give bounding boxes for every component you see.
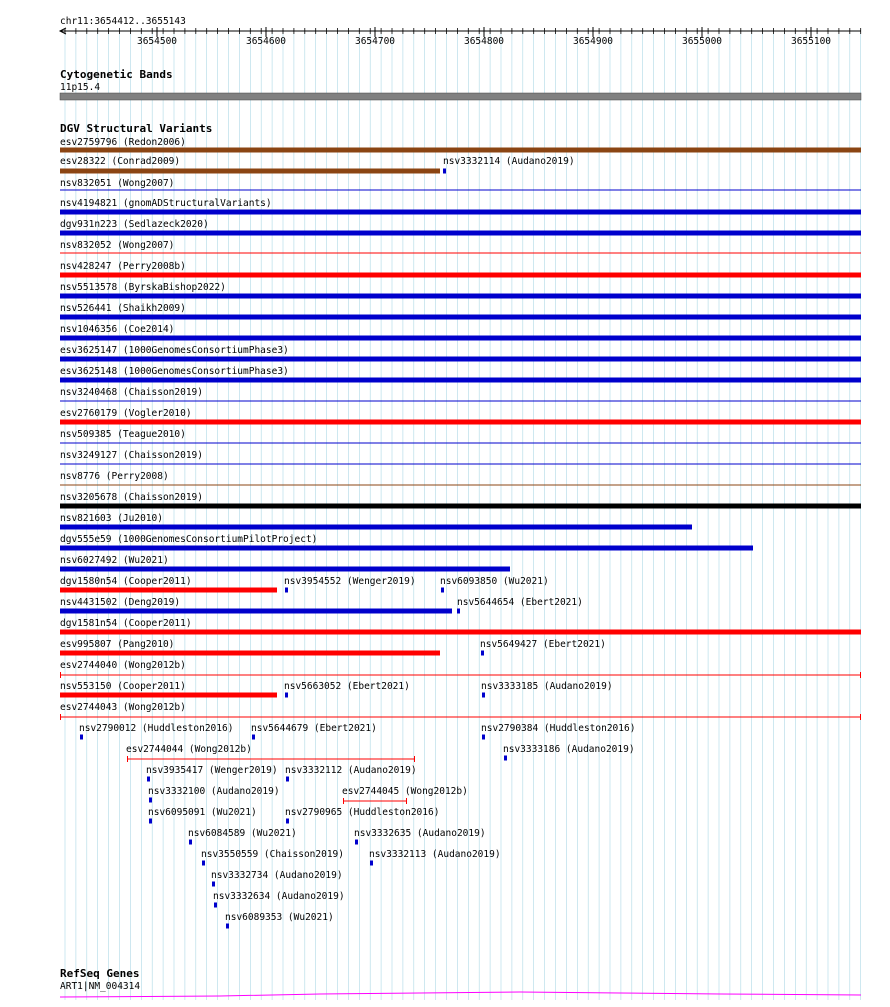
sv-feature-label: esv2759796 (Redon2006) [60,137,186,148]
sv-feature-label: nsv5663052 (Ebert2021) [284,681,410,692]
sv-feature-label: nsv3332113 (Audano2019) [369,849,501,860]
sv-feature-bar[interactable] [60,210,861,215]
sv-feature-label: nsv3332112 (Audano2019) [285,765,417,776]
sv-feature-bar[interactable] [149,819,152,824]
sv-feature-label: nsv2790012 (Huddleston2016) [79,723,234,734]
sv-feature[interactable] [342,786,468,804]
sv-feature[interactable] [126,744,415,762]
sv-feature[interactable] [213,891,345,908]
sv-feature[interactable] [148,786,280,803]
sv-feature-label: nsv6027492 (Wu2021) [60,555,169,566]
cytoband-track-title: Cytogenetic Bands [60,68,173,81]
ruler-tick-label: 3654900 [572,36,614,47]
sv-feature-label: nsv3332100 (Audano2019) [148,786,280,797]
sv-feature-label: nsv3332734 (Audano2019) [211,870,343,881]
sv-feature-bar[interactable] [60,546,753,551]
sv-feature-bar[interactable] [226,924,229,929]
sv-feature-bar[interactable] [441,588,444,593]
sv-feature-label: nsv1046356 (Coe2014) [60,324,175,335]
sv-feature-bar[interactable] [482,735,485,740]
sv-feature-label: nsv832051 (Wong2007) [60,178,175,189]
sv-feature-bar[interactable] [60,148,861,153]
sv-feature-label: nsv6095091 (Wu2021) [148,807,257,818]
sv-feature[interactable] [369,849,501,866]
sv-feature[interactable] [284,681,410,698]
ruler-tick-label: 3654700 [354,36,396,47]
sv-feature[interactable] [481,723,635,740]
sv-feature[interactable] [60,555,510,572]
sv-feature-label: nsv4431502 (Deng2019) [60,597,181,608]
sv-feature-label: nsv3954552 (Wenger2019) [284,576,416,587]
sv-feature-bar[interactable] [60,485,861,486]
sv-feature[interactable] [354,828,486,845]
sv-feature-bar[interactable] [457,609,460,614]
sv-feature-label: nsv6084589 (Wu2021) [188,828,297,839]
sv-feature-bar[interactable] [285,693,288,698]
cytoband-label: 11p15.4 [60,82,101,93]
sv-feature-label: nsv509385 (Teague2010) [60,429,186,440]
sv-feature-bar[interactable] [60,357,861,362]
sv-feature[interactable] [440,576,549,593]
sv-feature-label: nsv5644679 (Ebert2021) [251,723,377,734]
sv-feature-bar[interactable] [60,273,861,278]
sv-feature[interactable] [285,807,439,824]
sv-feature-bar[interactable] [286,777,289,782]
sv-feature-bar[interactable] [370,861,373,866]
sv-feature-bar[interactable] [481,651,484,656]
sv-feature-bar[interactable] [202,861,205,866]
sv-feature-label: dgv931n223 (Sedlazeck2020) [60,219,209,230]
sv-feature-label: nsv428247 (Perry2008b) [60,261,186,272]
sv-feature-bar[interactable] [60,231,861,236]
sv-feature-bar[interactable] [60,588,277,593]
sv-feature-bar[interactable] [286,819,289,824]
sv-feature-label: nsv6089353 (Wu2021) [225,912,334,923]
ruler-tick-label: 3654500 [136,36,178,47]
sv-feature-label: nsv3935417 (Wenger2019) [146,765,278,776]
sv-feature-bar[interactable] [80,735,83,740]
sv-feature-bar[interactable] [60,693,277,698]
sv-feature-label: esv2744045 (Wong2012b) [342,786,468,797]
sv-feature-label: dgv555e59 (1000GenomesConsortiumPilotProject) [60,534,318,545]
sv-feature-label: esv995807 (Pang2010) [60,639,175,650]
sv-feature-label: nsv5649427 (Ebert2021) [480,639,606,650]
sv-feature[interactable] [60,513,692,530]
sv-feature-label: dgv1581n54 (Cooper2011) [60,618,192,629]
sv-feature[interactable] [60,597,452,614]
sv-feature-label: nsv3333186 (Audano2019) [503,744,635,755]
sv-feature[interactable] [457,597,583,614]
sv-feature-bar[interactable] [60,253,861,254]
refseq-track-title: RefSeq Genes [60,967,140,980]
cytoband-bar[interactable] [60,93,861,100]
sv-feature-bar[interactable] [149,798,152,803]
sv-feature-bar[interactable] [60,443,861,444]
sv-feature[interactable] [443,156,575,174]
ruler-tick-label: 3654600 [245,36,287,47]
sv-feature-bar[interactable] [60,420,861,425]
sv-feature-label: nsv4194821 (gnomADStructuralVariants) [60,198,272,209]
sv-feature-label: nsv2790965 (Huddleston2016) [285,807,440,818]
sv-feature[interactable] [201,849,344,866]
sv-feature-bar[interactable] [60,336,861,341]
sv-feature-label: esv2760179 (Vogler2010) [60,408,192,419]
sv-feature-bar[interactable] [60,169,440,174]
sv-feature-bar[interactable] [60,630,861,635]
sv-feature-label: nsv5513578 (ByrskaBishop2022) [60,282,226,293]
sv-feature-label: nsv3205678 (Chaisson2019) [60,492,203,503]
sv-feature[interactable] [211,870,343,887]
sv-feature[interactable] [148,807,257,824]
sv-feature-label: nsv3332635 (Audano2019) [354,828,486,839]
sv-feature[interactable] [60,534,753,551]
sv-feature-bar[interactable] [443,169,446,174]
sv-feature[interactable] [251,723,377,740]
dgv-track-title: DGV Structural Variants [60,122,213,135]
sv-feature[interactable] [79,723,233,740]
sv-feature-label: nsv3550559 (Chaisson2019) [201,849,344,860]
sv-feature-bar[interactable] [189,840,192,845]
sv-feature-label: nsv3240468 (Chaisson2019) [60,387,203,398]
sv-feature-bar[interactable] [285,588,288,593]
sv-feature[interactable] [480,639,606,656]
sv-feature-label: esv2744043 (Wong2012b) [60,702,186,713]
sv-feature-label: dgv1580n54 (Cooper2011) [60,576,192,587]
ruler-tick-label: 3654800 [463,36,505,47]
sv-feature-bar[interactable] [482,693,485,698]
ruler-tick-label: 3655000 [681,36,723,47]
sv-feature[interactable] [146,765,278,782]
sv-feature-bar[interactable] [60,567,510,572]
sv-feature[interactable] [60,576,277,593]
sv-feature-label: esv3625147 (1000GenomesConsortiumPhase3) [60,345,289,356]
sv-feature-label: nsv3332114 (Audano2019) [443,156,575,167]
sv-feature-label: nsv832052 (Wong2007) [60,240,175,251]
sv-feature-label: esv2744044 (Wong2012b) [126,744,252,755]
sv-feature-label: nsv3249127 (Chaisson2019) [60,450,203,461]
sv-feature-bar[interactable] [252,735,255,740]
sv-feature-label: nsv8776 (Perry2008) [60,471,169,482]
sv-feature[interactable] [188,828,297,845]
sv-feature-label: nsv3333185 (Audano2019) [481,681,613,692]
sv-feature-label: nsv5644654 (Ebert2021) [457,597,583,608]
sv-feature-bar[interactable] [212,882,215,887]
sv-feature-bar[interactable] [60,294,861,299]
sv-feature-label: esv28322 (Conrad2009) [60,156,181,167]
sv-feature-bar[interactable] [60,315,861,320]
sv-feature-label: nsv3332634 (Audano2019) [213,891,345,902]
sv-feature-label: nsv2790384 (Huddleston2016) [481,723,636,734]
sv-feature-bar[interactable] [60,378,861,383]
sv-feature[interactable] [60,681,277,698]
sv-feature-bar[interactable] [60,504,861,509]
locus-label: chr11:3654412..3655143 [60,16,186,27]
sv-feature-label: esv2744040 (Wong2012b) [60,660,186,671]
sv-feature-bar[interactable] [60,651,440,656]
sv-feature-label: nsv6093850 (Wu2021) [440,576,549,587]
sv-feature-label: nsv526441 (Shaikh2009) [60,303,186,314]
refseq-gene-label: ART1|NM_004314 [60,981,141,992]
sv-feature-bar[interactable] [60,464,861,465]
ruler-tick-label: 3655100 [790,36,832,47]
sv-feature-label: esv3625148 (1000GenomesConsortiumPhase3) [60,366,289,377]
sv-feature-bar[interactable] [214,903,217,908]
sv-feature-bar[interactable] [147,777,150,782]
sv-feature-bar[interactable] [504,756,507,761]
sv-feature[interactable] [225,912,334,929]
sv-feature[interactable] [284,576,416,593]
sv-feature-bar[interactable] [60,401,861,402]
sv-feature-bar[interactable] [60,609,452,614]
sv-feature-label: nsv821603 (Ju2010) [60,513,163,524]
sv-feature-bar[interactable] [60,190,861,191]
sv-feature-bar[interactable] [355,840,358,845]
sv-feature-bar[interactable] [60,525,692,530]
sv-feature-label: nsv553150 (Cooper2011) [60,681,186,692]
